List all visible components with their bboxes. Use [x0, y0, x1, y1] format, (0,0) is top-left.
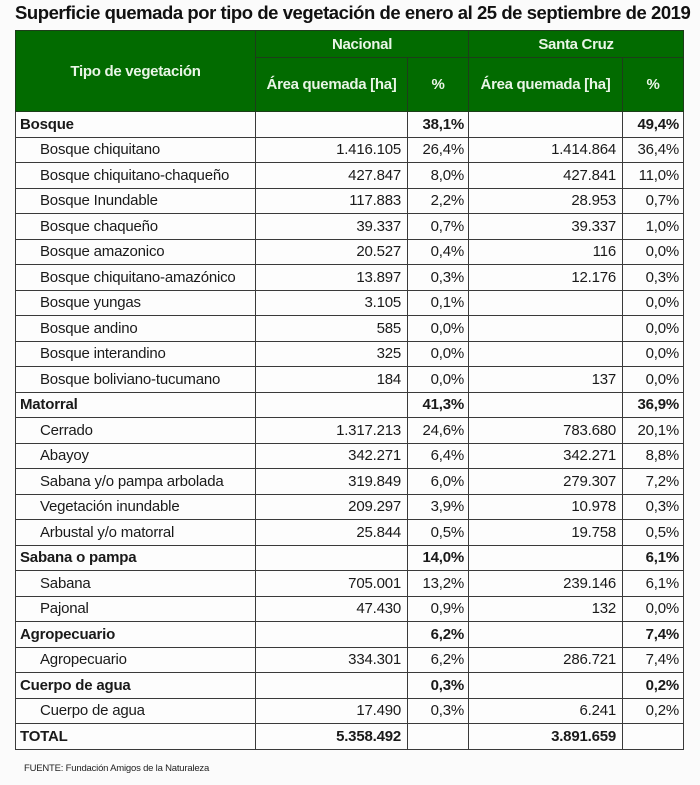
- table-row: [16, 239, 684, 265]
- santa-cruz-area-cell: 10.978: [469, 494, 623, 520]
- vegetation-type-cell: Bosque chiquitano-chaqueño: [16, 163, 256, 189]
- santa-cruz-pct-cell: 1,0%: [623, 214, 684, 240]
- nacional-pct-cell: 0,9%: [408, 596, 469, 622]
- vegetation-type-cell: Agropecuario: [16, 622, 256, 648]
- table-row: [16, 163, 684, 189]
- santa-cruz-pct-cell: 20,1%: [623, 418, 684, 444]
- nacional-area-cell: 39.337: [256, 214, 408, 240]
- santa-cruz-area-cell: 132: [469, 596, 623, 622]
- column-header-santa-cruz-area: Área quemada [ha]: [469, 58, 623, 112]
- santa-cruz-pct-cell: 0,7%: [623, 188, 684, 214]
- table-row-group: [16, 622, 684, 648]
- nacional-pct-cell: 0,3%: [408, 673, 469, 699]
- nacional-area-cell: 427.847: [256, 163, 408, 189]
- nacional-pct-cell: 2,2%: [408, 188, 469, 214]
- nacional-pct-cell: 0,4%: [408, 239, 469, 265]
- nacional-pct-cell: [408, 724, 469, 750]
- vegetation-type-cell: Cuerpo de agua: [16, 673, 256, 699]
- vegetation-type-cell: Bosque interandino: [16, 341, 256, 367]
- nacional-area-cell: 342.271: [256, 443, 408, 469]
- santa-cruz-pct-cell: [623, 724, 684, 750]
- nacional-area-cell: 47.430: [256, 596, 408, 622]
- nacional-area-cell: [256, 545, 408, 571]
- santa-cruz-area-cell: 286.721: [469, 647, 623, 673]
- santa-cruz-pct-cell: 0,0%: [623, 367, 684, 393]
- nacional-area-cell: 17.490: [256, 698, 408, 724]
- santa-cruz-pct-cell: 0,0%: [623, 341, 684, 367]
- nacional-area-cell: [256, 392, 408, 418]
- table-row-group: [16, 545, 684, 571]
- nacional-pct-cell: 24,6%: [408, 418, 469, 444]
- santa-cruz-pct-cell: 7,2%: [623, 469, 684, 495]
- nacional-area-cell: 117.883: [256, 188, 408, 214]
- santa-cruz-area-cell: 1.414.864: [469, 137, 623, 163]
- table-row-group: [16, 673, 684, 699]
- santa-cruz-pct-cell: 7,4%: [623, 622, 684, 648]
- santa-cruz-area-cell: [469, 112, 623, 138]
- nacional-pct-cell: 8,0%: [408, 163, 469, 189]
- vegetation-type-cell: Cerrado: [16, 418, 256, 444]
- nacional-pct-cell: 6,0%: [408, 469, 469, 495]
- table-row: [16, 443, 684, 469]
- santa-cruz-area-cell: 19.758: [469, 520, 623, 546]
- vegetation-type-cell: Sabana y/o pampa arbolada: [16, 469, 256, 495]
- vegetation-type-cell: Matorral: [16, 392, 256, 418]
- vegetation-type-cell: TOTAL: [16, 724, 256, 750]
- nacional-pct-cell: 0,1%: [408, 290, 469, 316]
- table-header: [16, 31, 684, 112]
- table-row: [16, 596, 684, 622]
- santa-cruz-pct-cell: 8,8%: [623, 443, 684, 469]
- vegetation-type-cell: Sabana: [16, 571, 256, 597]
- nacional-area-cell: 705.001: [256, 571, 408, 597]
- santa-cruz-pct-cell: 36,4%: [623, 137, 684, 163]
- nacional-area-cell: 184: [256, 367, 408, 393]
- nacional-pct-cell: 0,3%: [408, 265, 469, 291]
- santa-cruz-area-cell: [469, 673, 623, 699]
- table-row: [16, 647, 684, 673]
- santa-cruz-area-cell: 116: [469, 239, 623, 265]
- vegetation-type-cell: Bosque Inundable: [16, 188, 256, 214]
- santa-cruz-area-cell: [469, 290, 623, 316]
- santa-cruz-pct-cell: 6,1%: [623, 545, 684, 571]
- nacional-pct-cell: 13,2%: [408, 571, 469, 597]
- column-group-nacional: Nacional: [256, 31, 469, 58]
- santa-cruz-pct-cell: 0,3%: [623, 265, 684, 291]
- vegetation-type-cell: Bosque chaqueño: [16, 214, 256, 240]
- vegetation-type-cell: Bosque amazonico: [16, 239, 256, 265]
- santa-cruz-area-cell: 239.146: [469, 571, 623, 597]
- santa-cruz-area-cell: 6.241: [469, 698, 623, 724]
- table-row: [16, 698, 684, 724]
- nacional-area-cell: 1.317.213: [256, 418, 408, 444]
- table-row: [16, 418, 684, 444]
- column-header-vegetation-type: Tipo de vegetación: [16, 31, 256, 112]
- santa-cruz-area-cell: 28.953: [469, 188, 623, 214]
- nacional-area-cell: 1.416.105: [256, 137, 408, 163]
- nacional-pct-cell: 38,1%: [408, 112, 469, 138]
- santa-cruz-area-cell: 137: [469, 367, 623, 393]
- table-row: [16, 367, 684, 393]
- table-row: [16, 520, 684, 546]
- nacional-area-cell: [256, 622, 408, 648]
- table-row-total: [16, 724, 684, 750]
- santa-cruz-area-cell: 3.891.659: [469, 724, 623, 750]
- table-row: [16, 214, 684, 240]
- table-row: [16, 469, 684, 495]
- column-group-santa-cruz: Santa Cruz: [469, 31, 684, 58]
- santa-cruz-pct-cell: 36,9%: [623, 392, 684, 418]
- vegetation-type-cell: Bosque chiquitano: [16, 137, 256, 163]
- nacional-area-cell: [256, 673, 408, 699]
- table-row-group: [16, 112, 684, 138]
- santa-cruz-area-cell: [469, 545, 623, 571]
- santa-cruz-area-cell: 279.307: [469, 469, 623, 495]
- nacional-pct-cell: 6,4%: [408, 443, 469, 469]
- santa-cruz-pct-cell: 0,2%: [623, 673, 684, 699]
- vegetation-type-cell: Bosque andino: [16, 316, 256, 342]
- vegetation-type-cell: Agropecuario: [16, 647, 256, 673]
- nacional-pct-cell: 0,3%: [408, 698, 469, 724]
- santa-cruz-pct-cell: 0,0%: [623, 316, 684, 342]
- nacional-pct-cell: 3,9%: [408, 494, 469, 520]
- nacional-area-cell: 5.358.492: [256, 724, 408, 750]
- nacional-area-cell: [256, 112, 408, 138]
- santa-cruz-pct-cell: 0,0%: [623, 290, 684, 316]
- source-note: FUENTE: Fundación Amigos de la Naturaleza: [24, 763, 210, 774]
- vegetation-type-cell: Bosque chiquitano-amazónico: [16, 265, 256, 291]
- santa-cruz-area-cell: [469, 316, 623, 342]
- nacional-pct-cell: 0,5%: [408, 520, 469, 546]
- nacional-area-cell: 3.105: [256, 290, 408, 316]
- table-body: [16, 112, 684, 750]
- nacional-area-cell: 319.849: [256, 469, 408, 495]
- santa-cruz-area-cell: [469, 341, 623, 367]
- nacional-area-cell: 13.897: [256, 265, 408, 291]
- vegetation-type-cell: Arbustal y/o matorral: [16, 520, 256, 546]
- nacional-pct-cell: 26,4%: [408, 137, 469, 163]
- vegetation-type-cell: Bosque boliviano-tucumano: [16, 367, 256, 393]
- nacional-pct-cell: 0,0%: [408, 367, 469, 393]
- nacional-pct-cell: 0,0%: [408, 341, 469, 367]
- santa-cruz-pct-cell: 0,0%: [623, 596, 684, 622]
- table-row: [16, 188, 684, 214]
- santa-cruz-area-cell: 39.337: [469, 214, 623, 240]
- table-row: [16, 316, 684, 342]
- burned-area-table: [15, 30, 684, 750]
- santa-cruz-pct-cell: 0,0%: [623, 239, 684, 265]
- table-row: [16, 137, 684, 163]
- vegetation-type-cell: Abayoy: [16, 443, 256, 469]
- column-header-nacional-pct: %: [408, 58, 469, 112]
- vegetation-type-cell: Pajonal: [16, 596, 256, 622]
- table-row: [16, 494, 684, 520]
- santa-cruz-pct-cell: 0,5%: [623, 520, 684, 546]
- nacional-pct-cell: 6,2%: [408, 647, 469, 673]
- santa-cruz-pct-cell: 6,1%: [623, 571, 684, 597]
- vegetation-type-cell: Sabana o pampa: [16, 545, 256, 571]
- nacional-pct-cell: 0,7%: [408, 214, 469, 240]
- nacional-area-cell: 25.844: [256, 520, 408, 546]
- santa-cruz-area-cell: 427.841: [469, 163, 623, 189]
- page-title: Superficie quemada por tipo de vegetación de enero al 25 de septiembre de 2019: [15, 2, 691, 23]
- vegetation-type-cell: Bosque yungas: [16, 290, 256, 316]
- santa-cruz-area-cell: 783.680: [469, 418, 623, 444]
- table-row: [16, 571, 684, 597]
- nacional-pct-cell: 14,0%: [408, 545, 469, 571]
- vegetation-type-cell: Bosque: [16, 112, 256, 138]
- table-row: [16, 290, 684, 316]
- nacional-pct-cell: 6,2%: [408, 622, 469, 648]
- santa-cruz-area-cell: 342.271: [469, 443, 623, 469]
- santa-cruz-pct-cell: 0,3%: [623, 494, 684, 520]
- santa-cruz-pct-cell: 49,4%: [623, 112, 684, 138]
- santa-cruz-area-cell: [469, 392, 623, 418]
- santa-cruz-pct-cell: 7,4%: [623, 647, 684, 673]
- nacional-area-cell: 209.297: [256, 494, 408, 520]
- table-row: [16, 341, 684, 367]
- santa-cruz-area-cell: 12.176: [469, 265, 623, 291]
- vegetation-type-cell: Cuerpo de agua: [16, 698, 256, 724]
- santa-cruz-pct-cell: 11,0%: [623, 163, 684, 189]
- table-row: [16, 265, 684, 291]
- nacional-area-cell: 585: [256, 316, 408, 342]
- santa-cruz-area-cell: [469, 622, 623, 648]
- nacional-pct-cell: 41,3%: [408, 392, 469, 418]
- nacional-area-cell: 334.301: [256, 647, 408, 673]
- nacional-pct-cell: 0,0%: [408, 316, 469, 342]
- santa-cruz-pct-cell: 0,2%: [623, 698, 684, 724]
- column-header-santa-cruz-pct: %: [623, 58, 684, 112]
- nacional-area-cell: 20.527: [256, 239, 408, 265]
- table-row-group: [16, 392, 684, 418]
- vegetation-type-cell: Vegetación inundable: [16, 494, 256, 520]
- nacional-area-cell: 325: [256, 341, 408, 367]
- column-header-nacional-area: Área quemada [ha]: [256, 58, 408, 112]
